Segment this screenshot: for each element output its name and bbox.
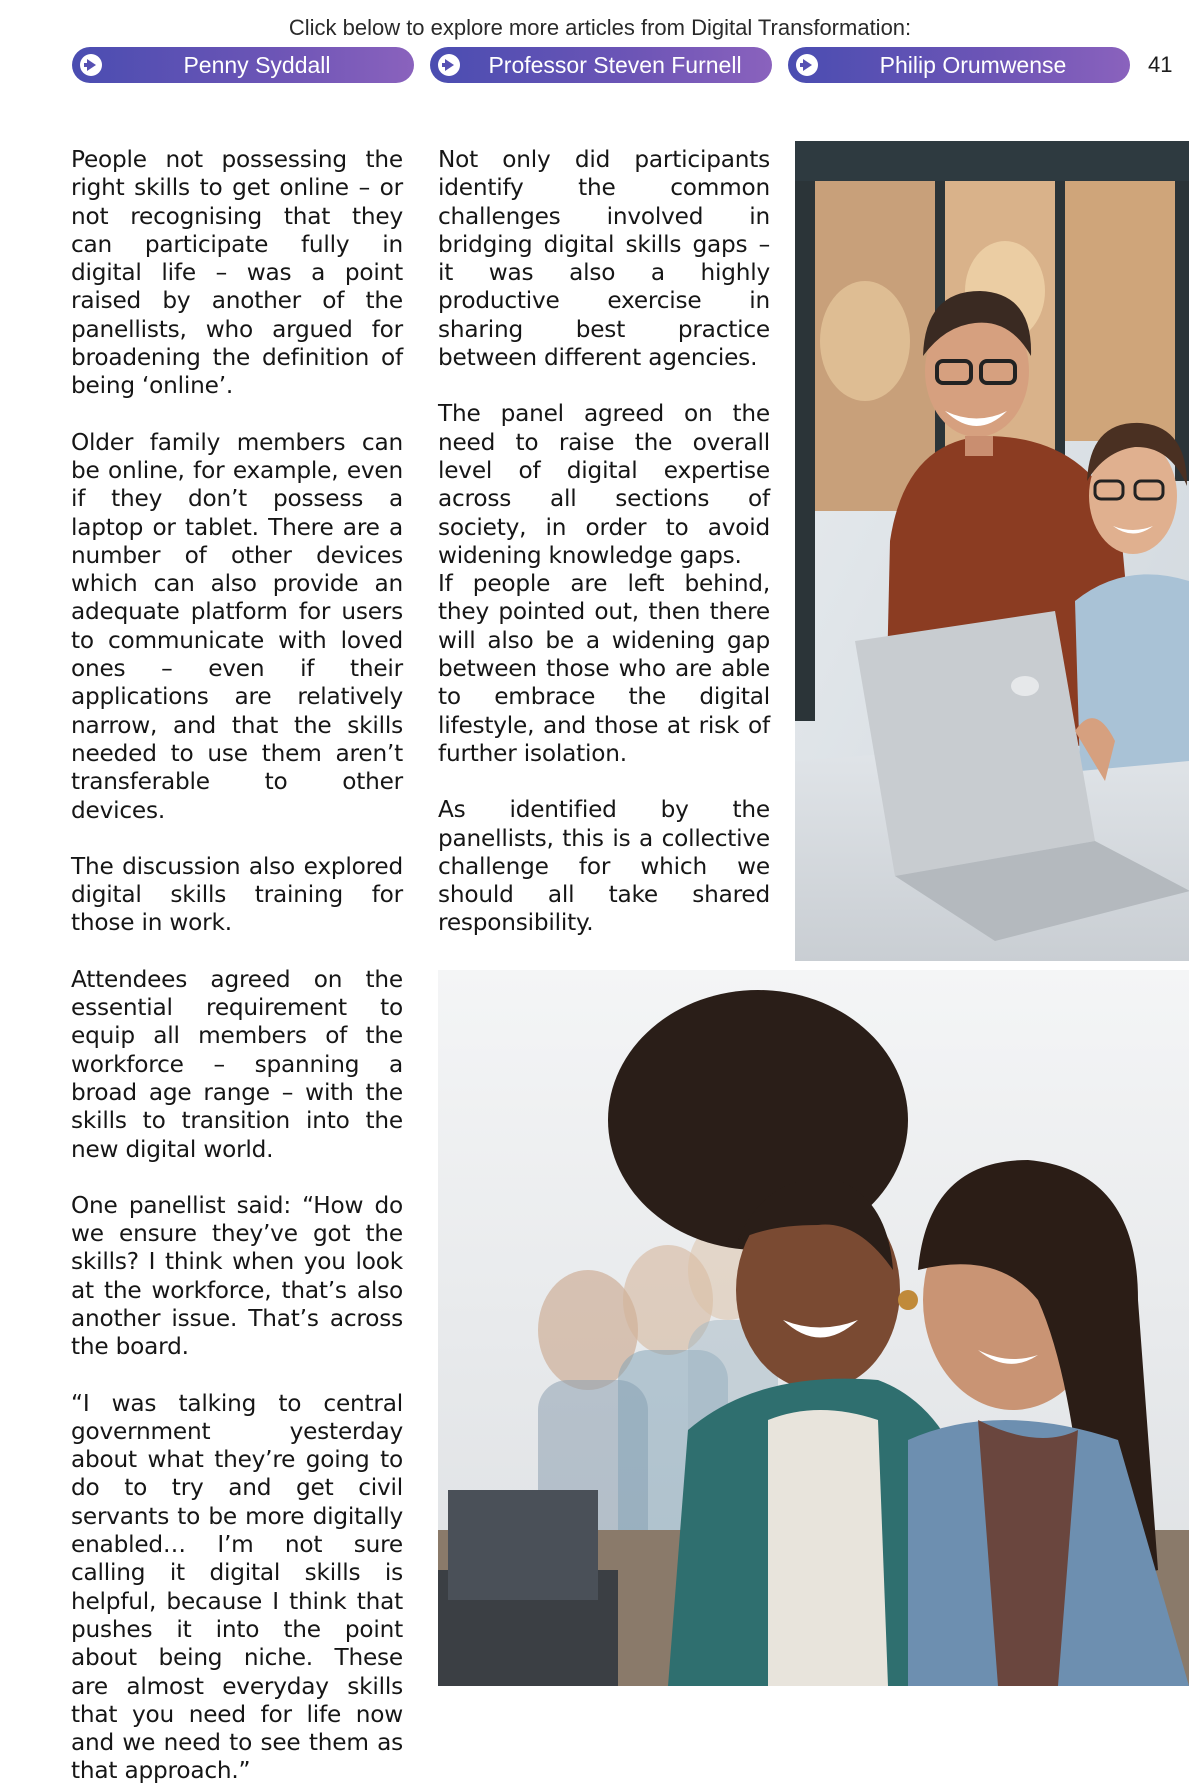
arrow-right-icon	[80, 54, 102, 76]
article-link-label: Penny Syddall	[183, 51, 331, 78]
left-column	[71, 146, 403, 1786]
article-link-penny-syddall[interactable]	[72, 47, 414, 83]
article-link-label: Professor Steven Furnell	[488, 51, 742, 78]
paragraph: As identified by the panellists, this is a collective challenge for which we should all take shared responsibility.	[438, 796, 770, 937]
paragraph: The panel agreed on the need to raise the overall level of digital expertise across all sections of society, in order to avoid widening knowledge gaps.	[438, 400, 770, 569]
paragraph: If people are left behind, they pointed out, then there will also be a widening gap between those who are able to embrace the digital lifestyle, and those at risk of further isolation.	[438, 570, 770, 767]
paragraph: People not possessing the right skills to get online – or not recognising that they can participate fully in digital life – was a point raised by another of the panellists, who argued for broadening the definition of being ‘online’.	[71, 146, 403, 400]
page-number: 41	[1148, 52, 1173, 77]
arrow-right-icon	[796, 54, 818, 76]
paragraph: The discussion also explored digital skills training for those in work.	[71, 852, 403, 937]
arrow-right-icon	[438, 54, 460, 76]
paragraph: “I was talking to central government yesterday about what they’re going to do to try and get civil servants to be more digitally enabled… I’m not sure calling it digital skills is helpful, because I think that pushes it into the point about being niche. These are almost everyday skills that you need for life now and we need to see them as that approach.”	[71, 1389, 403, 1785]
paragraph: Not only did participants identify the common challenges involved in bridging digital skills gaps – it was also a highly productive exercise in sharing best practice between different agencies.	[438, 146, 770, 372]
paragraph: Attendees agreed on the essential requirement to equip all members of the workforce – spanning a broad age range – with the skills to transition into the new digital world.	[71, 965, 403, 1163]
office-laptop-photo	[795, 141, 1189, 961]
article-link-philip-orumwense[interactable]	[788, 47, 1130, 83]
article-link-steven-furnell[interactable]	[430, 47, 772, 83]
paragraph: One panellist said: “How do we ensure they’ve got the skills? I think when you look at the workforce, that’s also another issue. That’s across the board.	[71, 1191, 403, 1361]
middle-column	[438, 146, 770, 938]
article-link-label: Philip Orumwense	[879, 51, 1067, 78]
paragraph: Older family members can be online, for example, even if they don’t possess a laptop or tablet. There are a number of other devices which can also provide an adequate platform for users to communicate with loved ones – even if their applications are relatively narrow, and that the skills needed to use them aren’t transferable to other devices.	[71, 428, 403, 824]
explore-caption: Click below to explore more articles from Digital Transformation:	[288, 15, 912, 40]
women-computer-photo	[438, 970, 1189, 1686]
